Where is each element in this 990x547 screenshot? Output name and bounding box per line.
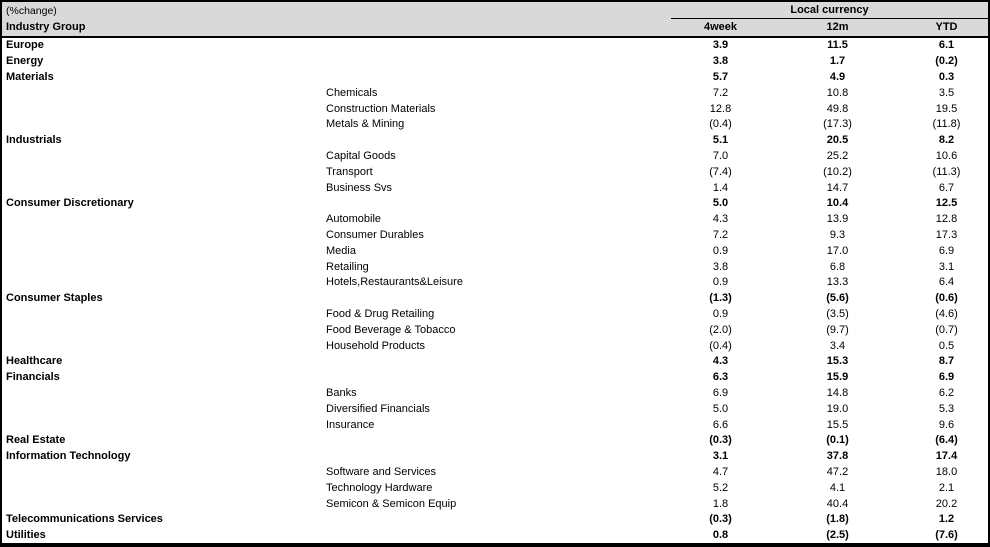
value-cell: 4.7 xyxy=(712,465,729,478)
industry-group-column-header: Industry Group xyxy=(6,21,86,33)
table-row xyxy=(2,417,988,433)
row-label: Semicon & Semicon Equip xyxy=(326,497,457,510)
table-row xyxy=(2,432,988,448)
value-cell: (0.6) xyxy=(935,292,958,305)
value-cell: 25.2 xyxy=(826,149,849,162)
value-cell: (3.5) xyxy=(826,307,849,320)
table-row xyxy=(2,527,988,543)
value-cell: 7.2 xyxy=(712,86,729,99)
row-label: Capital Goods xyxy=(326,149,396,162)
value-cell: (0.1) xyxy=(826,434,849,447)
value-cell: 15.3 xyxy=(826,355,849,368)
row-label: Media xyxy=(326,244,356,257)
value-cell: 6.2 xyxy=(938,386,955,399)
table-row xyxy=(2,195,988,211)
value-cell: 17.0 xyxy=(826,244,849,257)
column-header-4week: 4week xyxy=(703,21,738,33)
table-row xyxy=(2,69,988,85)
value-cell: 5.1 xyxy=(712,134,729,147)
value-cell: (17.3) xyxy=(823,118,852,131)
value-cell: 0.9 xyxy=(712,244,729,257)
value-cell: 4.1 xyxy=(829,481,846,494)
row-label: Food Beverage & Tobacco xyxy=(326,323,456,336)
row-label: Automobile xyxy=(326,213,382,226)
table-row xyxy=(2,322,988,338)
table-row xyxy=(2,259,988,275)
value-cell: (6.4) xyxy=(935,434,958,447)
value-cell: (2.5) xyxy=(826,529,849,542)
value-cell: 3.5 xyxy=(938,86,955,99)
table-body xyxy=(2,38,988,544)
value-cell: 12.5 xyxy=(935,197,958,210)
value-cell: 4.3 xyxy=(712,213,729,226)
value-cell: 8.7 xyxy=(938,355,955,368)
value-cell: 1.8 xyxy=(712,497,729,510)
value-cell: 3.9 xyxy=(712,39,729,52)
value-cell: 7.2 xyxy=(712,228,729,241)
table-row xyxy=(2,180,988,196)
row-label: Consumer Discretionary xyxy=(6,197,134,210)
value-cell: 7.0 xyxy=(712,149,729,162)
table-row xyxy=(2,85,988,101)
value-cell: 9.3 xyxy=(829,228,846,241)
table-row xyxy=(2,38,988,54)
value-cell: 11.5 xyxy=(827,39,848,52)
value-cell: 20.2 xyxy=(935,497,958,510)
column-header-12m: 12m xyxy=(826,21,849,33)
value-cell: 19.0 xyxy=(826,402,849,415)
table-row xyxy=(2,464,988,480)
value-cell: 3.1 xyxy=(938,260,955,273)
value-cell: (10.2) xyxy=(823,165,852,178)
value-cell: (2.0) xyxy=(709,323,732,336)
row-label: Household Products xyxy=(326,339,426,352)
value-cell: 6.6 xyxy=(712,418,729,431)
table-row xyxy=(2,274,988,290)
value-cell: (0.2) xyxy=(935,55,958,68)
value-cell: 20.5 xyxy=(826,134,849,147)
row-label: Healthcare xyxy=(6,355,63,368)
value-cell: 5.7 xyxy=(712,70,729,83)
row-label: Europe xyxy=(6,39,44,52)
value-cell: 17.3 xyxy=(935,228,958,241)
table-row xyxy=(2,132,988,148)
table-row xyxy=(2,401,988,417)
value-cell: 8.2 xyxy=(938,134,955,147)
row-label: Diversified Financials xyxy=(326,402,430,415)
value-cell: 5.3 xyxy=(938,402,955,415)
value-cell: 17.4 xyxy=(935,450,958,463)
value-cell: (1.8) xyxy=(826,513,849,526)
value-cell: 14.7 xyxy=(826,181,849,194)
value-cell: 6.4 xyxy=(938,276,955,289)
value-cell: 49.8 xyxy=(826,102,849,115)
table-row xyxy=(2,148,988,164)
value-cell: 13.9 xyxy=(826,213,849,226)
row-label: Chemicals xyxy=(326,86,378,99)
column-header-ytd: YTD xyxy=(935,21,958,33)
value-cell: 6.1 xyxy=(938,39,955,52)
value-cell: 4.9 xyxy=(829,70,846,83)
table-row xyxy=(2,116,988,132)
value-cell: 6.9 xyxy=(938,244,955,257)
row-label: Business Svs xyxy=(326,181,393,194)
value-cell: 12.8 xyxy=(935,213,958,226)
value-cell: (0.4) xyxy=(709,118,732,131)
table-row xyxy=(2,211,988,227)
table-row xyxy=(2,164,988,180)
row-label: Insurance xyxy=(326,418,375,431)
value-cell: (0.3) xyxy=(709,434,732,447)
row-label: Hotels,Restaurants&Leisure xyxy=(326,276,463,289)
value-cell: 18.0 xyxy=(935,465,958,478)
value-cell: 15.9 xyxy=(826,371,849,384)
value-cell: 3.8 xyxy=(712,55,729,68)
row-label: Metals & Mining xyxy=(326,118,405,131)
value-cell: 14.8 xyxy=(826,386,849,399)
value-cell: 10.8 xyxy=(826,86,849,99)
value-cell: 4.3 xyxy=(712,355,729,368)
value-cell: 6.7 xyxy=(938,181,955,194)
value-cell: 6.9 xyxy=(938,371,955,384)
value-cell: (11.3) xyxy=(932,165,961,178)
row-label: Utilities xyxy=(6,529,46,542)
value-cell: 0.5 xyxy=(938,339,955,352)
row-label: Energy xyxy=(6,55,44,68)
value-cell: (0.7) xyxy=(935,323,958,336)
table-row xyxy=(2,227,988,243)
value-cell: 40.4 xyxy=(826,497,849,510)
row-label: Information Technology xyxy=(6,450,131,463)
row-label: Software and Services xyxy=(326,465,437,478)
value-cell: 19.5 xyxy=(935,102,958,115)
table-row xyxy=(2,101,988,117)
value-cell: 0.3 xyxy=(938,70,955,83)
value-cell: 1.4 xyxy=(712,181,729,194)
value-cell: (11.8) xyxy=(932,118,961,131)
table-row xyxy=(2,353,988,369)
row-label: Financials xyxy=(6,371,60,384)
value-cell: 12.8 xyxy=(709,102,732,115)
value-cell: 47.2 xyxy=(826,465,849,478)
value-cell: (0.4) xyxy=(709,339,732,352)
value-cell: 0.8 xyxy=(712,529,729,542)
value-cell: 3.1 xyxy=(712,450,729,463)
table-row xyxy=(2,369,988,385)
value-cell: 0.9 xyxy=(712,276,729,289)
value-cell: 3.4 xyxy=(829,339,846,352)
value-cell: 13.3 xyxy=(826,276,849,289)
value-cell: 10.4 xyxy=(826,197,849,210)
table-row xyxy=(2,53,988,69)
row-label: Food & Drug Retailing xyxy=(326,307,435,320)
table-row xyxy=(2,496,988,512)
row-label: Consumer Durables xyxy=(326,228,424,241)
row-label: Industrials xyxy=(6,134,62,147)
row-label: Real Estate xyxy=(6,434,66,447)
table-header xyxy=(2,2,988,38)
table-row xyxy=(2,338,988,354)
currency-group-header: Local currency xyxy=(671,2,988,19)
row-label: Consumer Staples xyxy=(6,292,103,305)
row-label: Materials xyxy=(6,70,54,83)
value-cell: 5.0 xyxy=(712,197,729,210)
row-label: Technology Hardware xyxy=(326,481,433,494)
value-cell: (9.7) xyxy=(826,323,849,336)
value-cell: (7.6) xyxy=(935,529,958,542)
table-row xyxy=(2,511,988,527)
table-row xyxy=(2,385,988,401)
value-cell: (0.3) xyxy=(709,513,732,526)
value-cell: 6.9 xyxy=(712,386,729,399)
value-cell: 1.2 xyxy=(938,513,955,526)
table-row xyxy=(2,290,988,306)
row-label: Transport xyxy=(326,165,373,178)
value-cell: 1.7 xyxy=(829,55,846,68)
value-cell: 2.1 xyxy=(938,481,955,494)
value-cell: 15.5 xyxy=(826,418,849,431)
value-cell: 6.8 xyxy=(829,260,846,273)
value-cell: 5.0 xyxy=(712,402,729,415)
value-cell: (4.6) xyxy=(935,307,958,320)
value-cell: 37.8 xyxy=(826,450,849,463)
row-label: Retailing xyxy=(326,260,369,273)
table-row xyxy=(2,480,988,496)
value-cell: 3.8 xyxy=(712,260,729,273)
value-cell: 10.6 xyxy=(935,149,958,162)
unit-label: (%change) xyxy=(6,5,57,17)
table-row xyxy=(2,306,988,322)
value-cell: (7.4) xyxy=(709,165,732,178)
value-cell: 0.9 xyxy=(712,307,729,320)
row-label: Telecommunications Services xyxy=(6,513,163,526)
table-row xyxy=(2,243,988,259)
row-label: Banks xyxy=(326,386,357,399)
value-cell: (5.6) xyxy=(826,292,849,305)
value-cell: 6.3 xyxy=(712,371,729,384)
row-label: Construction Materials xyxy=(326,102,436,115)
value-cell: 9.6 xyxy=(938,418,955,431)
table-row xyxy=(2,448,988,464)
value-cell: 5.2 xyxy=(712,481,729,494)
value-cell: (1.3) xyxy=(709,292,732,305)
